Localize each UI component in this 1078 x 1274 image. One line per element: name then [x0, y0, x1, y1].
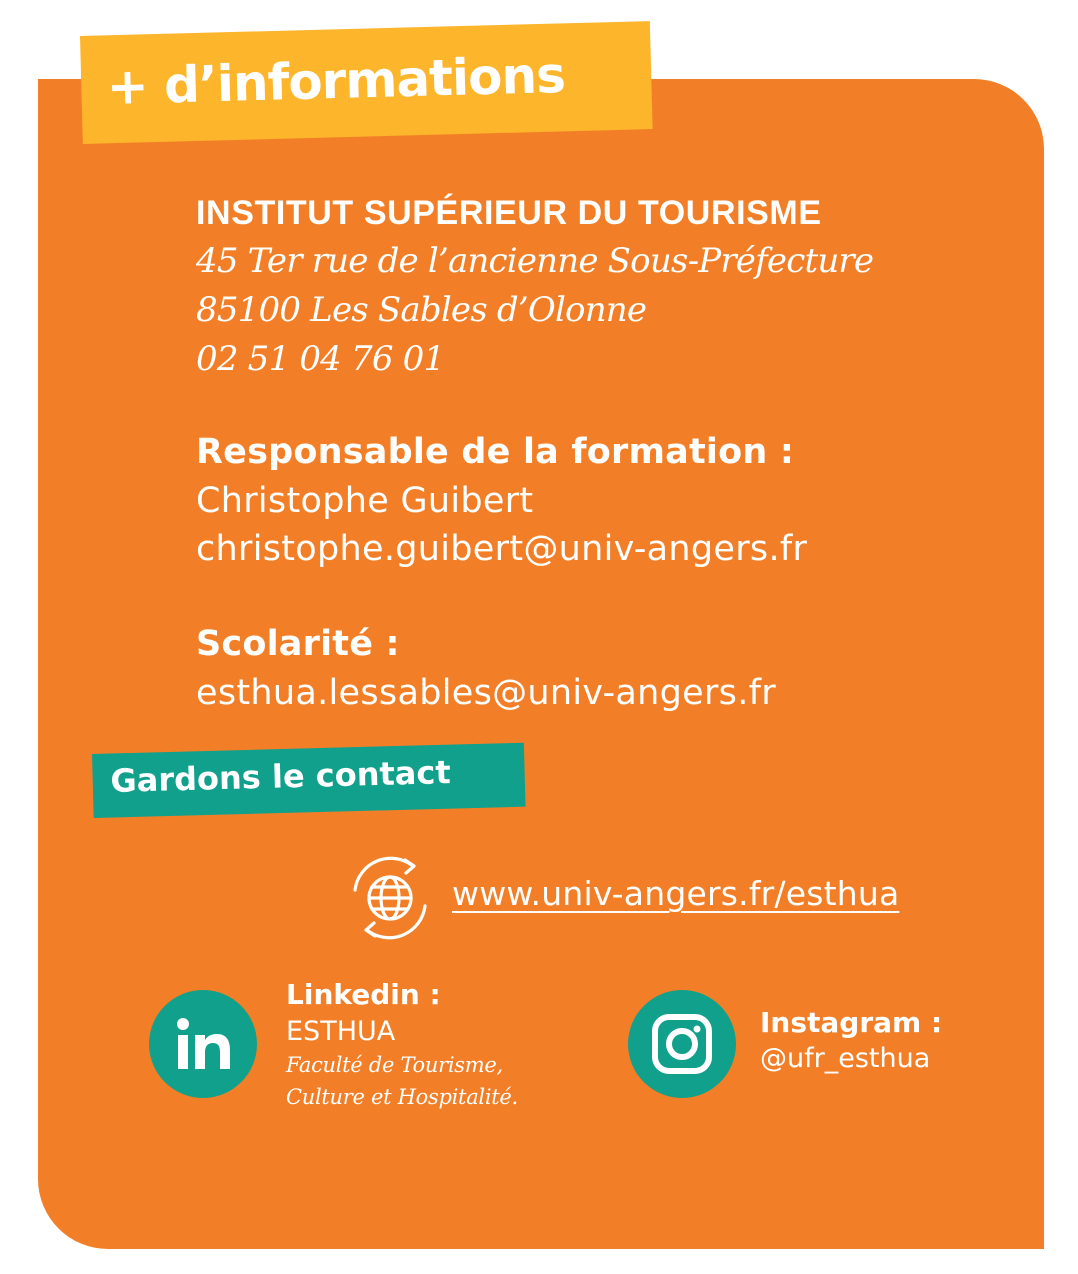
institute-address-line2: 85100 Les Sables d’Olonne [196, 290, 647, 330]
linkedin-description-line2: Culture et Hospitalité. [286, 1085, 518, 1109]
linkedin-icon[interactable] [149, 990, 257, 1098]
instagram-handle[interactable]: @ufr_esthua [760, 1043, 931, 1074]
website-link[interactable]: www.univ-angers.fr/esthua [452, 874, 900, 913]
responsable-email-link[interactable]: christophe.guibert@univ-angers.fr [196, 529, 808, 569]
scolarite-email-link[interactable]: esthua.lessables@univ-angers.fr [196, 673, 776, 713]
instagram-icon[interactable] [628, 990, 736, 1098]
linkedin-name[interactable]: ESTHUA [286, 1016, 396, 1047]
linkedin-label: Linkedin : [286, 978, 441, 1011]
institute-address-line1: 45 Ter rue de l’ancienne Sous-Préfecture [196, 241, 874, 281]
institute-name: INSTITUT SUPÉRIEUR DU TOURISME [196, 194, 822, 232]
scolarite-label: Scolarité : [196, 624, 400, 664]
contact-heading: Gardons le contact [110, 753, 452, 800]
instagram-label: Instagram : [760, 1006, 943, 1039]
globe-refresh-icon [343, 852, 437, 944]
institute-phone: 02 51 04 76 01 [196, 339, 445, 379]
responsable-label: Responsable de la formation : [196, 432, 795, 472]
page-title: + d’informations [106, 46, 566, 116]
responsable-name: Christophe Guibert [196, 481, 534, 521]
linkedin-description-line1: Faculté de Tourisme, [286, 1053, 503, 1077]
